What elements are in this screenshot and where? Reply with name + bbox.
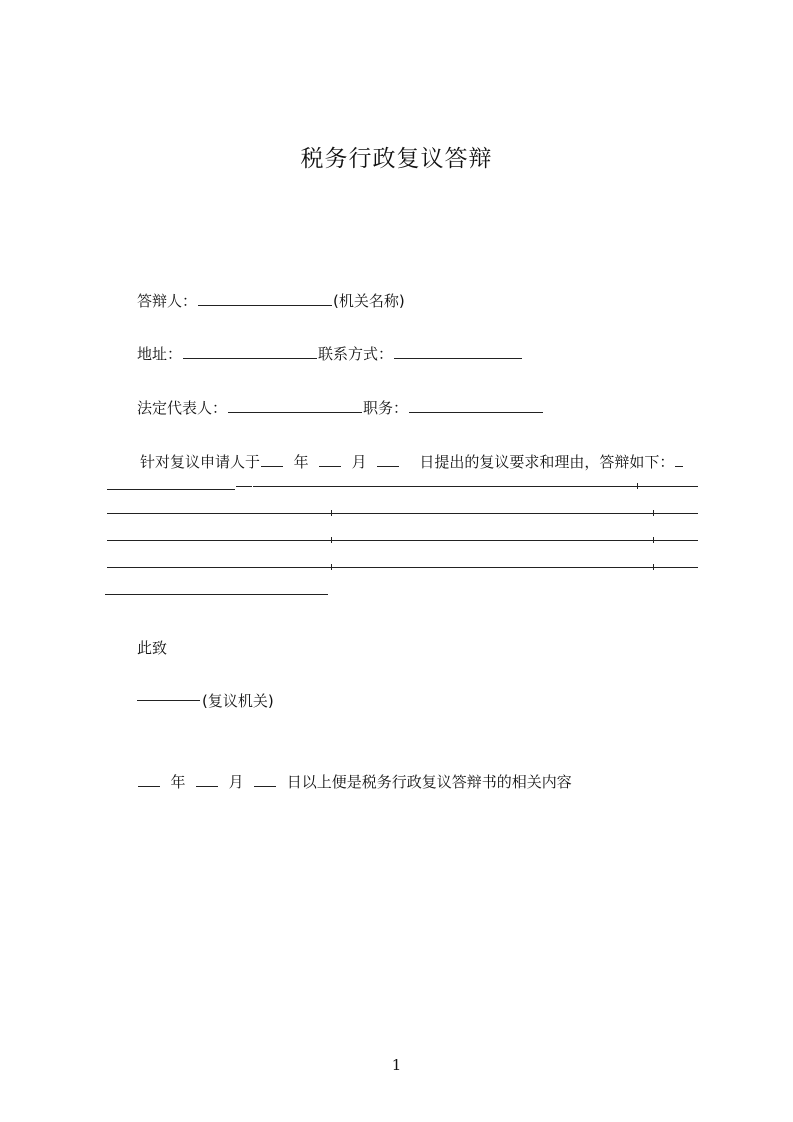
closing-month-blank[interactable]	[196, 772, 218, 787]
position-blank[interactable]	[409, 398, 543, 413]
answer-tick-3b	[653, 537, 654, 543]
reply-year-char: 年	[293, 453, 309, 471]
contact-label: 联系方式：	[318, 345, 394, 363]
answer-line-3[interactable]	[107, 540, 698, 541]
reply-start-blank[interactable]	[675, 452, 683, 467]
closing-day-blank[interactable]	[254, 772, 276, 787]
respondent-label: 答辩人：	[137, 292, 198, 310]
contact-blank[interactable]	[394, 344, 522, 359]
answer-tick-3a	[331, 537, 332, 543]
answer-line-1c[interactable]	[253, 486, 698, 487]
answer-line-1a[interactable]	[107, 489, 235, 490]
answer-tick-2b	[653, 510, 654, 516]
closing-text: 日以上便是税务行政复议答辩书的相关内容	[286, 773, 572, 791]
answer-tick-2a	[331, 510, 332, 516]
page-number: 1	[391, 1056, 402, 1074]
reply-year-blank[interactable]	[261, 452, 283, 467]
answer-line-5[interactable]	[105, 594, 328, 595]
answer-tick-4b	[653, 564, 654, 570]
address-line	[137, 344, 523, 364]
respondent-suffix: (机关名称)	[333, 292, 405, 310]
address-blank[interactable]	[183, 344, 317, 359]
closing-year-blank[interactable]	[138, 772, 160, 787]
reply-intro-a: 针对复议申请人于	[140, 453, 261, 471]
reply-day-blank[interactable]	[377, 452, 399, 467]
closing-year-char: 年	[170, 773, 186, 791]
legal-rep-label: 法定代表人：	[137, 399, 228, 417]
legal-rep-line	[137, 398, 544, 418]
position-label: 职务：	[363, 399, 409, 417]
answer-line-4[interactable]	[107, 567, 698, 568]
closing-month-char: 月	[228, 773, 244, 791]
answer-line-1b[interactable]	[236, 486, 252, 487]
reply-month-blank[interactable]	[319, 452, 341, 467]
salutation: 此致	[137, 639, 168, 657]
respondent-blank[interactable]	[198, 291, 332, 306]
reply-intro-line	[140, 452, 684, 472]
address-label: 地址：	[137, 345, 183, 363]
answer-tick-4a	[331, 564, 332, 570]
document-title: 税务行政复议答辩	[300, 146, 493, 172]
legal-rep-blank[interactable]	[228, 398, 362, 413]
closing-line	[137, 772, 572, 792]
recipient-suffix: (复议机关)	[202, 692, 274, 710]
answer-line-2[interactable]	[107, 513, 698, 514]
recipient-blank[interactable]	[137, 700, 200, 701]
reply-month-char: 月	[351, 453, 367, 471]
respondent-line	[137, 291, 405, 311]
answer-tick-1	[637, 483, 638, 489]
reply-intro-b: 日提出的复议要求和理由，答辩如下：	[419, 453, 675, 471]
